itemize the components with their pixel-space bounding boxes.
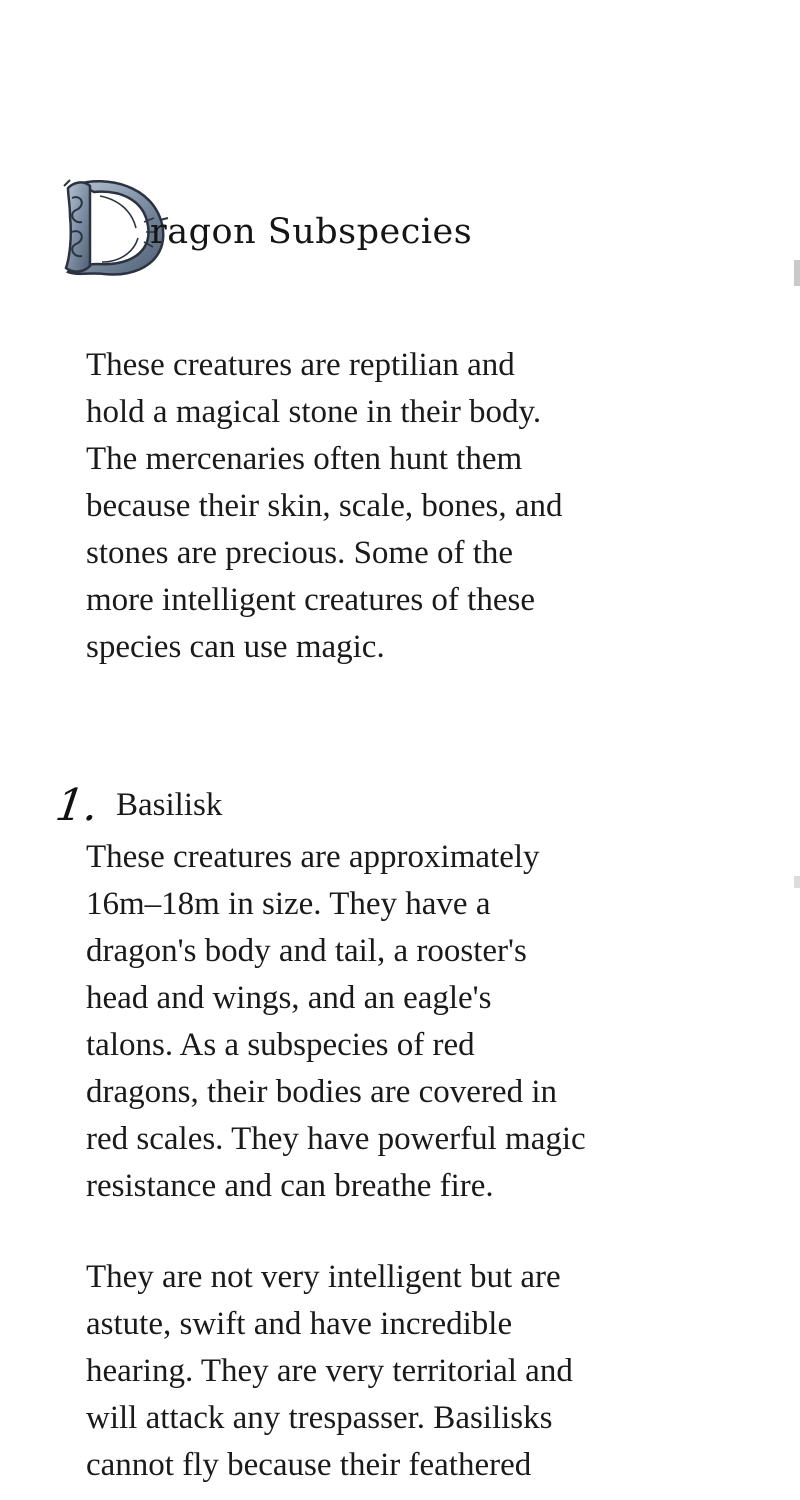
- text-line: because their skin, scale, bones, and: [86, 488, 563, 524]
- text-line: hearing. They are very territorial and: [86, 1353, 573, 1389]
- text-line: They are not very intelligent but are: [86, 1259, 561, 1295]
- intro-paragraph: [86, 342, 726, 671]
- text-line: The mercenaries often hunt them: [86, 441, 523, 477]
- text-line: stones are precious. Some of the: [86, 535, 514, 571]
- section-title: Basilisk: [116, 786, 223, 823]
- text-line: These creatures are approximately: [86, 839, 540, 875]
- page-edge-marker: [794, 876, 800, 888]
- page-title: [60, 178, 472, 278]
- title-text: ragon Subspecies: [150, 212, 473, 252]
- text-line: hold a magical stone in their body.: [86, 394, 542, 430]
- text-line: resistance and can breathe fire.: [86, 1168, 494, 1204]
- text-line: cannot fly because their feathered: [86, 1447, 532, 1483]
- text-line: will attack any trespasser. Basilisks: [86, 1400, 553, 1436]
- text-line: red scales. They have powerful magic: [86, 1121, 586, 1157]
- page-edge-marker: [794, 260, 800, 286]
- text-line: astute, swift and have incredible: [86, 1306, 513, 1342]
- text-line: dragon's body and tail, a rooster's: [86, 933, 527, 969]
- text-line: head and wings, and an eagle's: [86, 980, 492, 1016]
- text-line: These creatures are reptilian and: [86, 347, 515, 383]
- text-line: dragons, their bodies are covered in: [86, 1074, 557, 1110]
- text-line: talons. As a subspecies of red: [86, 1027, 475, 1063]
- section-heading: [52, 779, 223, 831]
- basilisk-paragraph-2: [86, 1254, 746, 1489]
- section-number: 1.: [52, 779, 102, 831]
- basilisk-paragraph-1: [86, 834, 746, 1210]
- text-line: more intelligent creatures of these: [86, 582, 535, 618]
- text-line: species can use magic.: [86, 629, 385, 665]
- text-line: 16m–18m in size. They have a: [86, 886, 491, 922]
